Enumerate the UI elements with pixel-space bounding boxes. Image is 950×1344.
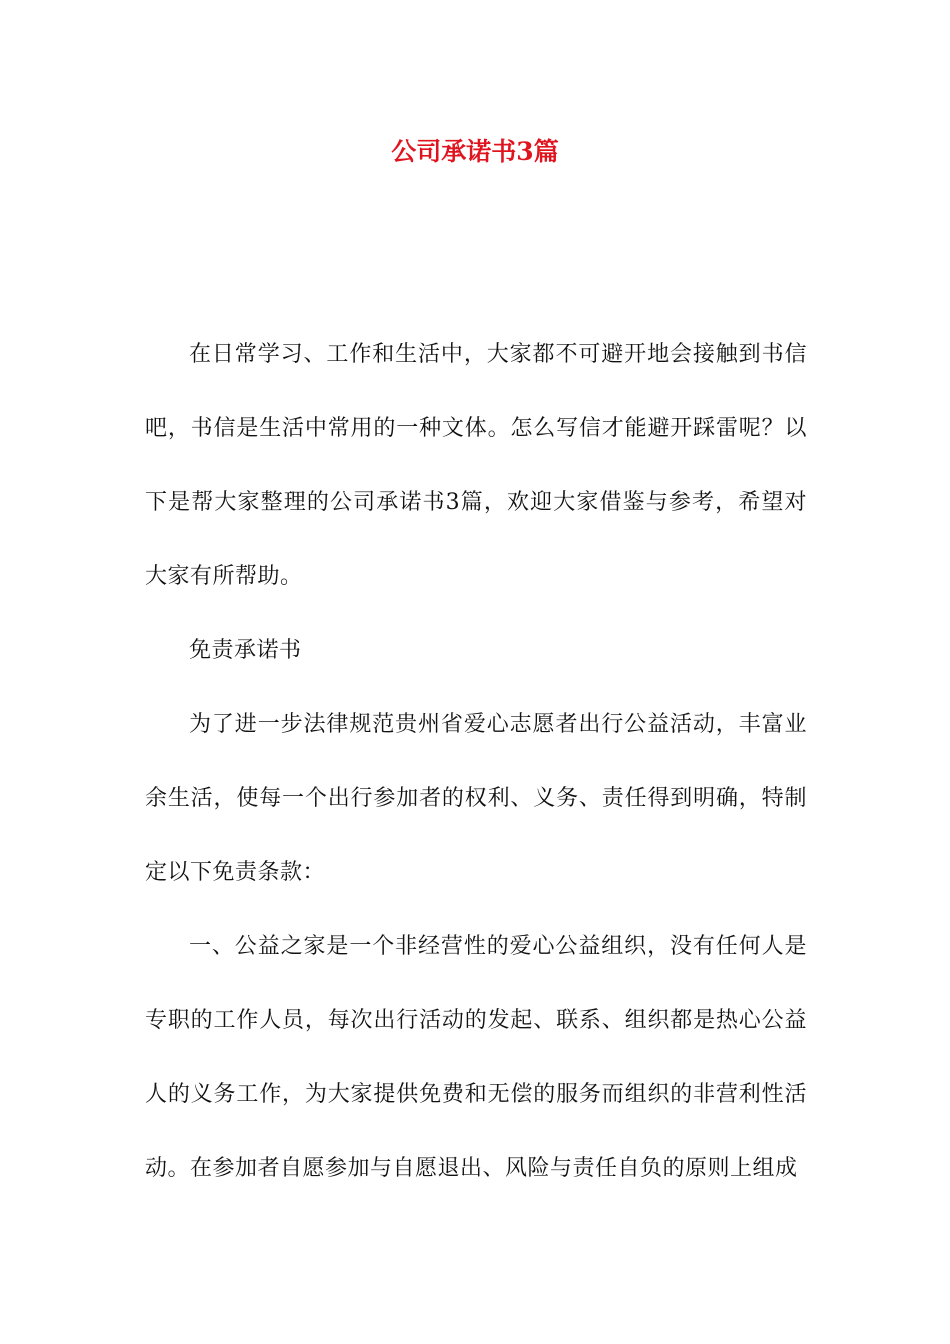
paragraph-purpose: 为了进一步法律规范贵州省爱心志愿者出行公益活动，丰富业余生活，使每一个出行参加者的权利、义务、责任得到明确，特制定以下免责条款： — [145, 712, 807, 885]
document-title: 公司承诺书3篇 — [391, 137, 559, 166]
paragraph-intro: 在日常学习、工作和生活中，大家都不可避开地会接触到书信吧，书信是生活中常用的一种文体。怎么写信才能避开踩雷呢？以下是帮大家整理的公司承诺书3篇，欢迎大家借鉴与参考，希望对大家有所帮助。 — [145, 342, 807, 589]
paragraph-clause-1: 一、公益之家是一个非经营性的爱心公益组织，没有任何人是专职的工作人员，每次出行活动的发起、联系、组织都是热心公益人的义务工作，为大家提供免费和无偿的服务而组织的非营利性活动。在参加者自愿参加与自愿退出、风险与责任自负的原则上组成 — [145, 934, 807, 1181]
document-body — [145, 318, 807, 1206]
paragraph-section-heading: 免责承诺书 — [189, 638, 302, 663]
